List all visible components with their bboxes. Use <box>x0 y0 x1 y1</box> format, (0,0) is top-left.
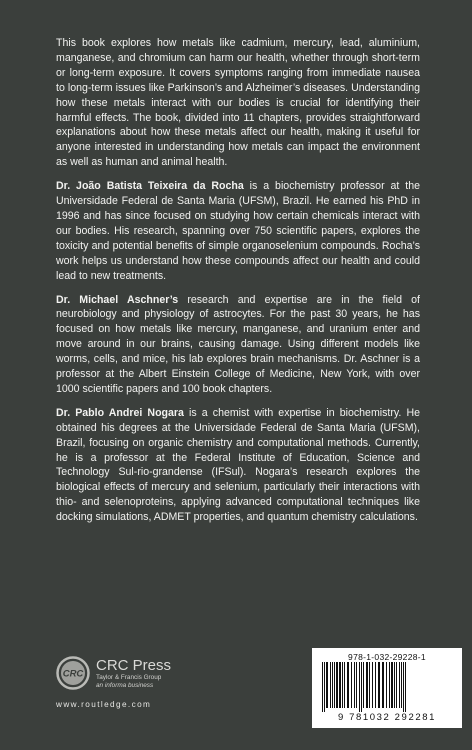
author-text-rocha: is a biochemistry professor at the Universidade Federal de Santa Maria (UFSM), Brazil. He earned his PhD in 1996 and has since focused on studying how certain chemicals interact with our bodies. His research, spanning over 750 scientific papers, explores the toxicity and potential benefits of simple organoselenium compounds. Rocha’s work helps us understand how these compounds affect our health and could lead to new treatments. <box>56 180 420 282</box>
barcode-bar <box>334 662 335 708</box>
barcode-bar <box>359 662 360 712</box>
barcode-bar <box>396 662 397 708</box>
barcode-bar <box>336 662 338 708</box>
barcode-bar <box>386 662 387 708</box>
barcode-bar <box>342 662 343 708</box>
barcode-bar <box>378 662 380 708</box>
barcode-bar <box>330 662 331 708</box>
publisher-block <box>56 656 206 716</box>
isbn-digits: 9 781032 292281 <box>338 712 436 723</box>
author-name-aschner: Dr. Michael Aschner’s <box>56 293 179 306</box>
barcode-bar <box>326 662 328 708</box>
barcode-bar <box>405 662 406 712</box>
barcode-bar <box>372 662 373 708</box>
barcode-bars <box>318 662 456 712</box>
barcode-bar <box>324 662 325 712</box>
barcode-bar <box>322 662 323 712</box>
crc-logo-icon <box>56 656 90 690</box>
barcode-bar <box>344 662 345 708</box>
barcode-bar <box>399 662 400 708</box>
barcode-bar <box>361 662 362 712</box>
crc-logo-text: CRC <box>62 668 84 680</box>
barcode-bar <box>389 662 390 708</box>
author-bio-aschner <box>56 293 420 397</box>
isbn-label: 978-1-032-29228-1 <box>348 652 426 662</box>
barcode-bar <box>332 662 333 708</box>
author-text-nogara: is a chemist with expertise in biochemistry. He obtained his degrees at the Universidade Federal de Santa Maria (UFSM), Brazil, focusing on organic chemistry and computational methods. Currently, he is a professor at the Federal Institute of Education, Science and Technology Sul-rio-grandense (IFSul). Nogara’s research explores the biological effects of mercury and selenium, particularly their interactions with thio- and selenoproteins, applying advanced computational techniques like docking simulations, ADMET properties, and quantum chemistry calculations. <box>56 406 420 524</box>
barcode-bar <box>391 662 393 708</box>
author-bio-rocha <box>56 179 420 283</box>
author-name-rocha: Dr. João Batista Teixeira da Rocha <box>56 180 244 193</box>
publisher-group: Taylor & Francis Group <box>96 674 162 681</box>
author-name-nogara: Dr. Pablo Andrei Nogara <box>56 406 184 419</box>
barcode-bar <box>356 662 357 708</box>
book-description: This book explores how metals like cadmium, mercury, lead, aluminium, manganese, and chromium can harm our health, whether through short-term or long-term exposure. It covers symptoms ranging from immediate nausea to long-term issues like Parkinson’s and Alzheimer’s diseases. Understanding how these metals interact with our bodies is crucial for identifying their harmful effects. The book, divided into 11 chapters, provides straightforward explanations about how these metals affect our health, making it useful for anyone interested in understanding how metals can impact the environment as well as human and animal health. <box>56 37 420 169</box>
barcode-bar <box>394 662 395 708</box>
barcode-bar <box>347 662 349 708</box>
barcode-bar <box>351 662 352 708</box>
publisher-website: www.routledge.com <box>56 700 152 709</box>
barcode-bar <box>401 662 402 708</box>
back-cover-text <box>56 36 420 534</box>
publisher-name: CRC Press <box>96 657 172 674</box>
author-text-aschner: research and expertise are in the field of neurobiology and physiology of astrocytes. For the past 30 years, he has focused on how metals like mercury, manganese, and uranium enter and move around in our brains, causing damage. Using different models like worms, cells, and mice, his lab explores brain mechanisms. Dr. Aschner is a professor at the Albert Einstein College of Medicine, New York, with over 1000 scientific papers and 100 book chapters. <box>56 293 420 395</box>
barcode-bar <box>403 662 404 712</box>
barcode-bar <box>369 662 370 708</box>
barcode-bar <box>375 662 376 708</box>
isbn-barcode <box>312 648 462 728</box>
publisher-business: an informa business <box>96 682 154 689</box>
barcode-bar <box>366 662 368 708</box>
barcode-bar <box>354 662 355 708</box>
author-bio-nogara <box>56 406 420 525</box>
barcode-bar <box>339 662 341 708</box>
barcode-bar <box>363 662 364 708</box>
barcode-bar <box>382 662 384 708</box>
